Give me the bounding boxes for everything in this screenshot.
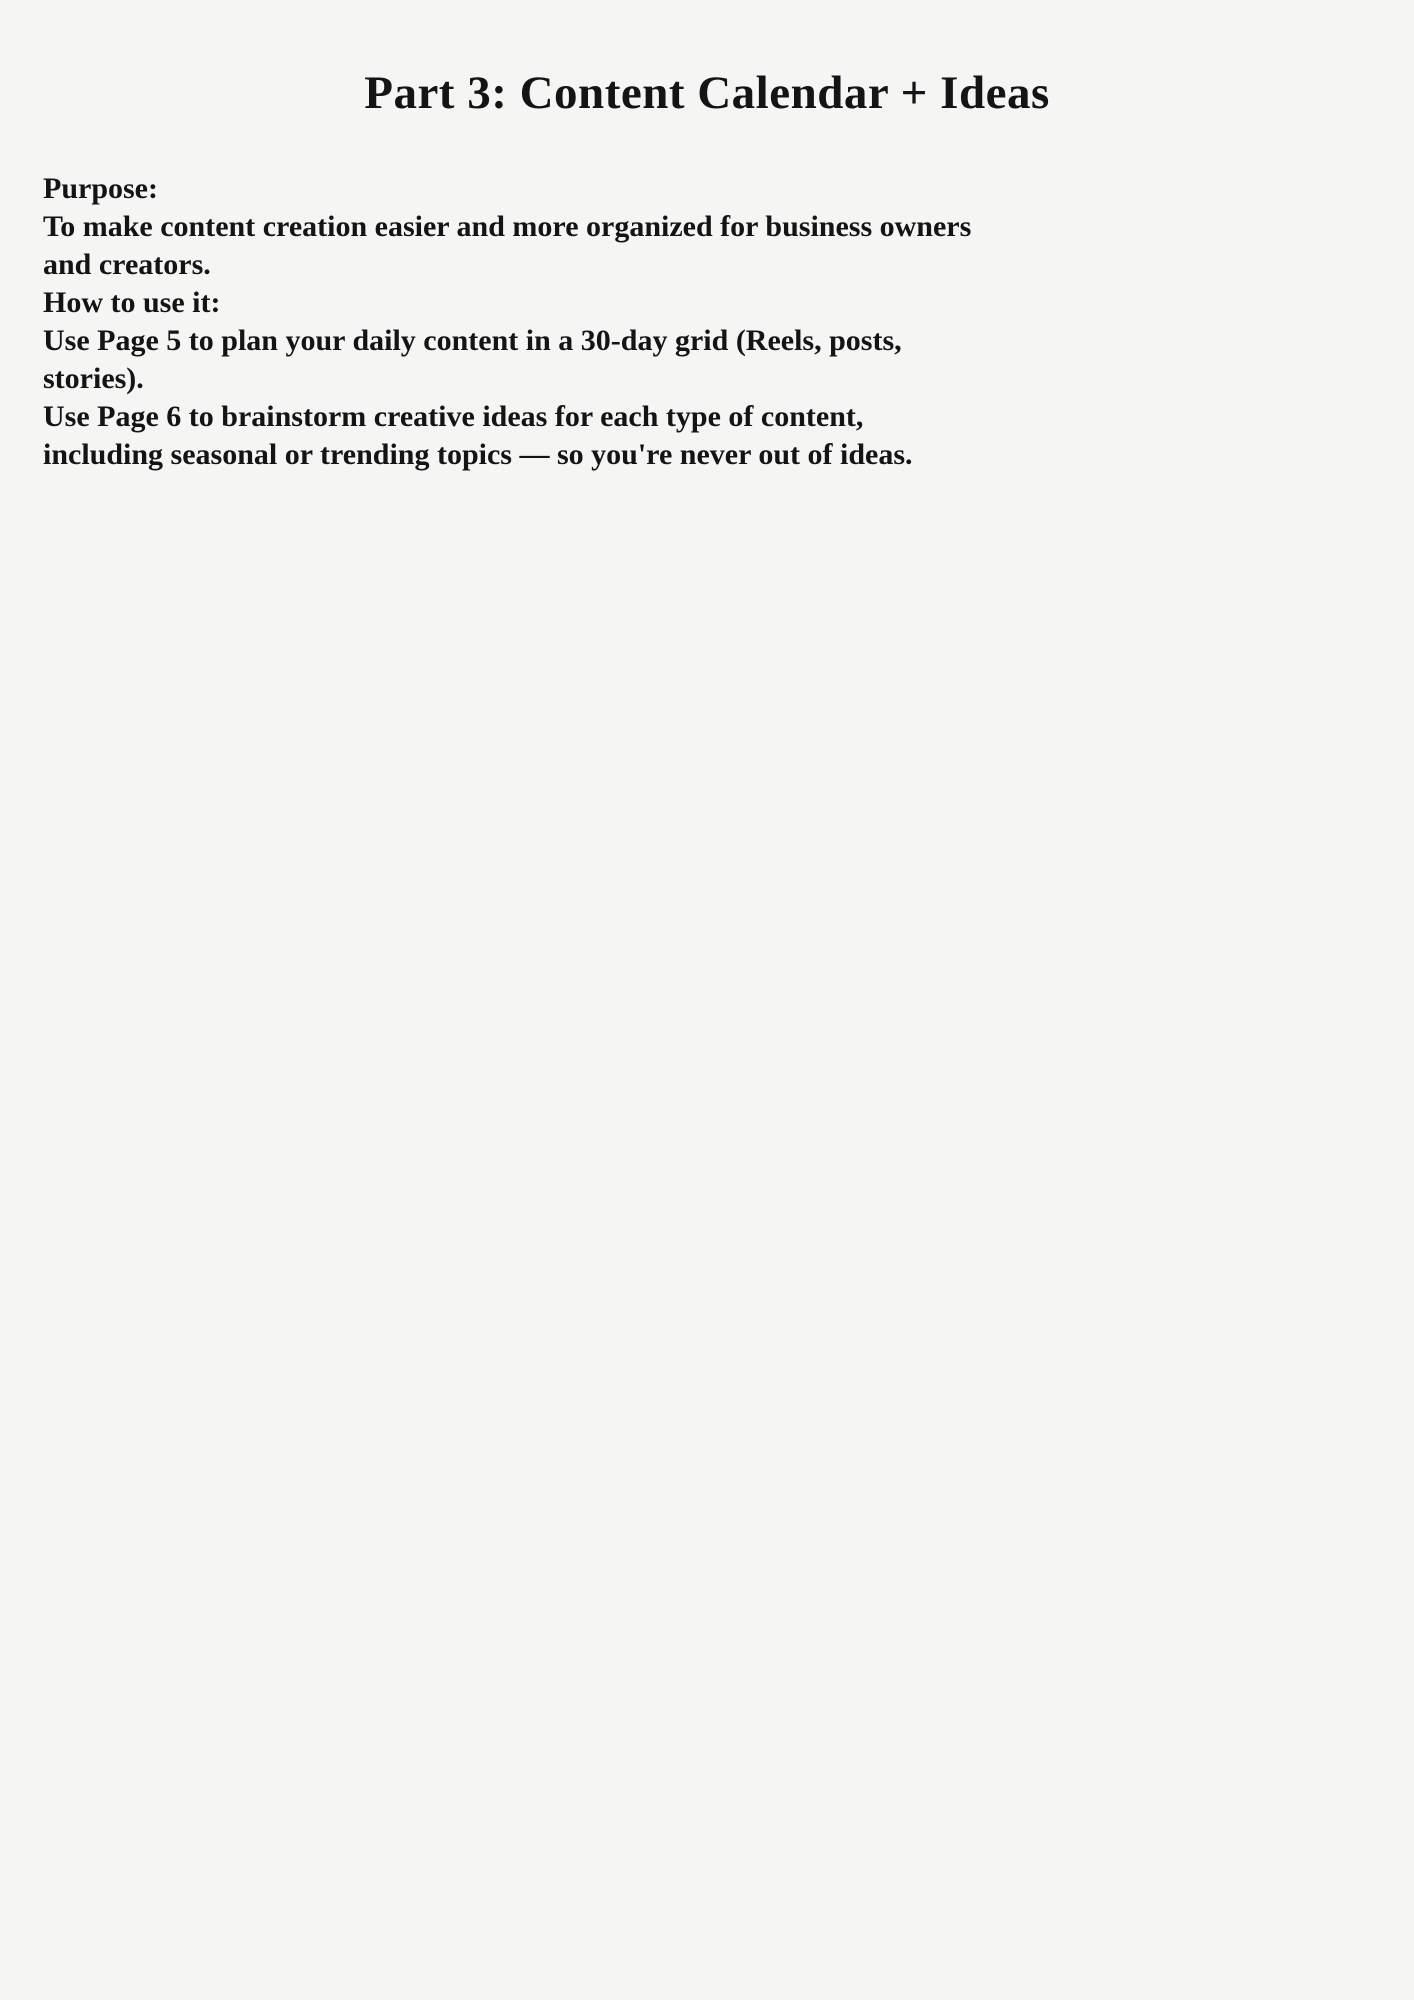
how-to-line-2: stories). (43, 362, 144, 395)
how-to-heading: How to use it: (43, 286, 221, 319)
how-to-line-1: Use Page 5 to plan your daily content in a 30-day grid (Reels, posts, (43, 324, 902, 357)
page-title: Part 3: Content Calendar + Ideas (364, 67, 1050, 119)
purpose-line-1: To make content creation easier and more organized for business owners (43, 210, 972, 243)
purpose-line-2: and creators. (43, 248, 211, 281)
document-body (43, 170, 1354, 474)
how-to-line-4: including seasonal or trending topics — so you're never out of ideas. (43, 438, 913, 471)
purpose-heading: Purpose: (43, 172, 158, 205)
how-to-line-3: Use Page 6 to brainstorm creative ideas for each type of content, (43, 400, 864, 433)
